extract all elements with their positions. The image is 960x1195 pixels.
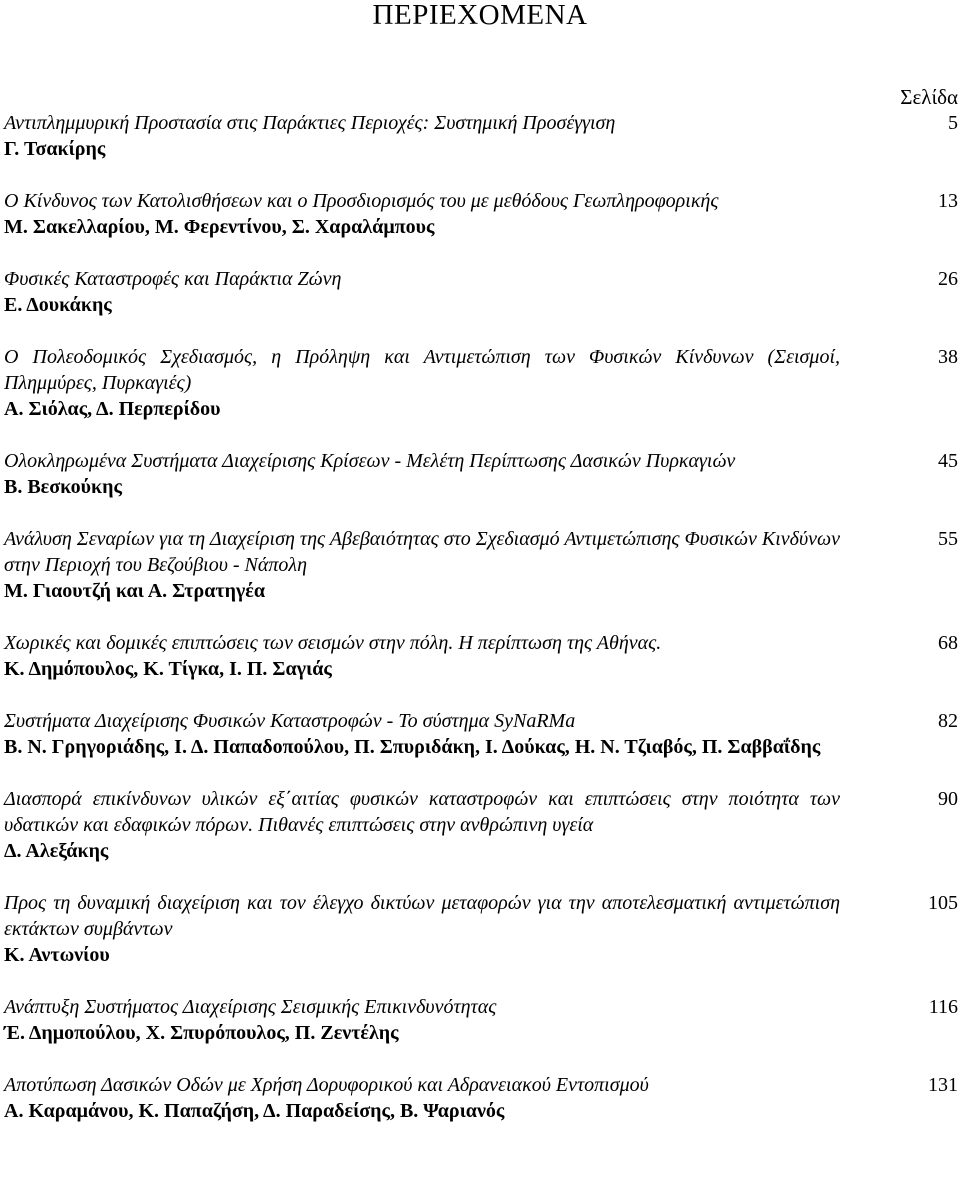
entry-title: Αποτύπωση Δασικών Οδών με Χρήση Δορυφορικού και Αδρανειακού Εντοπισμού	[4, 1074, 649, 1096]
entry-authors: Β. Ν. Γρηγοριάδης, Ι. Δ. Παπαδοπούλου, Π. Σπυριδάκη, Ι. Δούκας, Η. Ν. Τζιαβός, Π. Σαββαΐδης	[4, 736, 821, 758]
entry-authors: Κ. Δημόπουλος, Κ. Τίγκα, Ι. Π. Σαγιάς	[4, 658, 332, 680]
toc-entry[interactable]	[4, 188, 958, 240]
entry-page-number: 105	[928, 892, 958, 914]
entry-page-number: 68	[938, 632, 958, 654]
page-column-header: Σελίδα	[900, 85, 958, 109]
entry-title: Φυσικές Καταστροφές και Παράκτια Ζώνη	[4, 268, 342, 290]
toc-entry[interactable]	[4, 630, 958, 682]
entry-title: Ολοκληρωμένα Συστήματα Διαχείρισης Κρίσεων - Μελέτη Περίπτωσης Δασικών Πυρκαγιών	[4, 450, 736, 472]
page-title: ΠΕΡΙΕΧΟΜΕΝΑ	[372, 0, 588, 31]
entry-page-number: 26	[938, 268, 958, 290]
entry-authors: Γ. Τσακίρης	[4, 138, 106, 160]
entry-authors: Α. Καραμάνου, Κ. Παπαζήση, Δ. Παραδείσης, Β. Ψαριανός	[4, 1100, 505, 1122]
entry-page-number: 13	[938, 190, 958, 212]
toc-entry[interactable]	[4, 110, 958, 162]
entry-title: Ανάπτυξη Συστήματος Διαχείρισης Σεισμικής Επικινδυνότητας	[4, 996, 497, 1018]
entry-authors: Δ. Αλεξάκης	[4, 840, 109, 862]
toc-entry[interactable]	[4, 448, 958, 500]
toc-entry[interactable]	[4, 266, 958, 318]
entry-title: Αντιπλημμυρική Προστασία στις Παράκτιες Περιοχές: Συστημική Προσέγγιση	[4, 112, 616, 134]
toc-entry[interactable]	[4, 708, 958, 760]
toc-entry[interactable]	[4, 994, 958, 1046]
entry-page-number: 82	[938, 710, 958, 732]
toc-entry[interactable]	[4, 526, 958, 604]
entry-authors: Β. Βεσκούκης	[4, 476, 122, 498]
entry-title: Ο Πολεοδομικός Σχεδιασμός, η Πρόληψη και Αντιμετώπιση των Φυσικών Κίνδυνων (Σεισμοί, Πλημμύρες, Πυρκαγιές)	[4, 346, 840, 394]
entry-page-number: 90	[938, 788, 958, 810]
entry-page-number: 55	[938, 528, 958, 550]
toc-entry[interactable]	[4, 1072, 958, 1124]
entry-page-number: 45	[938, 450, 958, 472]
entry-authors: Ε. Δουκάκης	[4, 294, 112, 316]
entry-authors: Έ. Δημοπούλου, Χ. Σπυρόπουλος, Π. Ζεντέλης	[4, 1022, 399, 1044]
entry-page-number: 131	[928, 1074, 958, 1096]
entry-title: Συστήματα Διαχείρισης Φυσικών Καταστροφών - Το σύστημα SyNaRMa	[4, 710, 576, 732]
entry-page-number: 38	[938, 346, 958, 368]
entry-title: Χωρικές και δομικές επιπτώσεις των σεισμών στην πόλη. Η περίπτωση της Αθήνας.	[4, 632, 662, 654]
entry-authors: Α. Σιόλας, Δ. Περπερίδου	[4, 398, 221, 420]
toc-entry[interactable]	[4, 786, 958, 864]
entry-authors: Κ. Αντωνίου	[4, 944, 110, 966]
entry-title: Ανάλυση Σεναρίων για τη Διαχείριση της Αβεβαιότητας στο Σχεδιασμό Αντιμετώπισης Φυσικών Κινδύνων στην Περιοχή του Βεζούβιου - Νάπολη	[4, 528, 840, 576]
entry-authors: Μ. Σακελλαρίου, Μ. Φερεντίνου, Σ. Χαραλάμπους	[4, 216, 435, 238]
entry-title: Διασπορά επικίνδυνων υλικών εξ΄αιτίας φυσικών καταστροφών και επιπτώσεις στην ποιότητα των υδατικών και εδαφικών πόρων. Πιθανές επιπτώσεις στην ανθρώπινη υγεία	[4, 788, 840, 836]
toc-entry[interactable]	[4, 344, 958, 422]
entry-page-number: 116	[928, 996, 958, 1018]
table-of-contents	[4, 110, 958, 1150]
entry-authors: Μ. Γιαουτζή και Α. Στρατηγέα	[4, 580, 265, 602]
entry-page-number: 5	[948, 112, 958, 134]
entry-title: Προς τη δυναμική διαχείριση και τον έλεγχο δικτύων μεταφορών για την αποτελεσματική αντιμετώπιση εκτάκτων συμβάντων	[4, 892, 840, 940]
toc-entry[interactable]	[4, 890, 958, 968]
entry-title: Ο Κίνδυνος των Κατολισθήσεων και ο Προσδιορισμός του με μεθόδους Γεωπληροφορικής	[4, 190, 719, 212]
